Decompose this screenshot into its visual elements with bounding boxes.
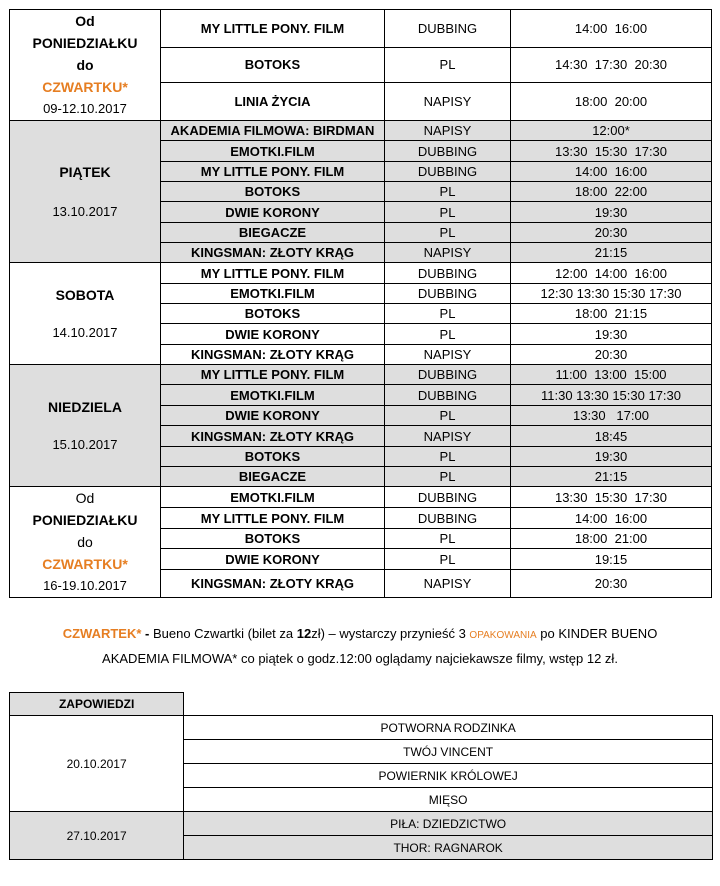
movie-title: EMOTKI.FILM: [161, 487, 385, 508]
movie-title: BOTOKS: [161, 182, 385, 202]
language-version: PL: [385, 304, 511, 324]
movie-title: BIEGACZE: [161, 467, 385, 487]
language-version: DUBBING: [385, 508, 511, 528]
language-version: DUBBING: [385, 487, 511, 508]
language-version: NAPISY: [385, 426, 511, 447]
day-label-line: 13.10.2017: [52, 203, 118, 219]
showtimes: 21:15: [511, 467, 712, 487]
showtimes: 21:15: [511, 243, 712, 263]
language-version: PL: [385, 182, 511, 202]
movie-title: MY LITTLE PONY. FILM: [161, 508, 385, 528]
movie-title: DWIE KORONY: [161, 406, 385, 426]
movie-title: LINIA ŻYCIA: [161, 82, 385, 120]
showtimes: 20:30: [511, 223, 712, 243]
upcoming-row: [10, 812, 713, 836]
movie-title: BOTOKS: [161, 304, 385, 324]
upcoming-header: ZAPOWIEDZI: [10, 693, 184, 716]
movie-title: BIEGACZE: [161, 223, 385, 243]
showtimes: 14:30 17:30 20:30: [511, 48, 712, 82]
movie-title: AKADEMIA FILMOWA: BIRDMAN: [161, 121, 385, 141]
showtimes: 14:00 16:00: [511, 508, 712, 528]
upcoming-title: POTWORNA RODZINKA: [184, 716, 713, 740]
showtimes: 12:00 14:00 16:00: [511, 263, 712, 284]
showtimes: 11:30 13:30 15:30 17:30: [511, 385, 712, 406]
day-label-line: NIEDZIELA: [48, 398, 122, 415]
upcoming-title: PIŁA: DZIEDZICTWO: [184, 812, 713, 836]
movie-title: BOTOKS: [161, 447, 385, 467]
day-label-line: SOBOTA: [55, 286, 115, 303]
movie-title: KINGSMAN: ZŁOTY KRĄG: [161, 570, 385, 598]
language-version: DUBBING: [385, 141, 511, 162]
language-version: PL: [385, 223, 511, 243]
day-cell: [10, 263, 161, 365]
movie-title: MY LITTLE PONY. FILM: [161, 263, 385, 284]
movie-title: EMOTKI.FILM: [161, 141, 385, 162]
showtimes: 18:45: [511, 426, 712, 447]
showtimes: 18:00 20:00: [511, 82, 712, 120]
day-label-line: PONIEDZIAŁKU: [32, 512, 138, 528]
showtimes: 19:30: [511, 202, 712, 223]
note-akademia-filmowa: AKADEMIA FILMOWA* co piątek o godz.12:00 oglądamy najciekawsze filmy, wstęp 12 zł.: [102, 651, 618, 666]
upcoming-date: 20.10.2017: [10, 716, 184, 812]
movie-title: MY LITTLE PONY. FILM: [161, 365, 385, 385]
language-version: DUBBING: [385, 385, 511, 406]
day-label-line: CZWARTKU*: [42, 79, 128, 95]
language-version: PL: [385, 202, 511, 223]
day-cell: [10, 121, 161, 263]
schedule-row: [10, 10, 712, 48]
showtimes: 13:30 15:30 17:30: [511, 141, 712, 162]
day-label-line: PONIEDZIAŁKU: [32, 35, 138, 51]
showtimes: 14:00 16:00: [511, 162, 712, 182]
upcoming-row: [10, 716, 713, 740]
upcoming-date: 27.10.2017: [10, 812, 184, 860]
day-label-line: 09-12.10.2017: [43, 101, 127, 116]
movie-title: DWIE KORONY: [161, 324, 385, 345]
day-label-line: CZWARTKU*: [42, 556, 128, 572]
movie-title: KINGSMAN: ZŁOTY KRĄG: [161, 426, 385, 447]
showtimes: 19:30: [511, 324, 712, 345]
showtimes: 13:30 15:30 17:30: [511, 487, 712, 508]
language-version: NAPISY: [385, 121, 511, 141]
language-version: PL: [385, 467, 511, 487]
movie-title: EMOTKI.FILM: [161, 284, 385, 304]
language-version: NAPISY: [385, 82, 511, 120]
showtimes: 18:00 21:15: [511, 304, 712, 324]
day-label-line: 15.10.2017: [52, 436, 118, 452]
language-version: DUBBING: [385, 284, 511, 304]
day-cell: [10, 10, 161, 121]
day-label-line: do: [77, 534, 93, 550]
showtimes: 13:30 17:00: [511, 406, 712, 426]
schedule-row: [10, 263, 712, 284]
note-bueno-czwartki: CZWARTEK* - Bueno Czwartki (bilet za 12zł) – wystarczy przynieść 3 OPAKOWANIA po KINDER BUENO: [62, 626, 658, 641]
language-version: NAPISY: [385, 243, 511, 263]
showtimes: 18:00 21:00: [511, 528, 712, 548]
movie-title: BOTOKS: [161, 48, 385, 82]
upcoming-title: THOR: RAGNAROK: [184, 836, 713, 860]
language-version: PL: [385, 447, 511, 467]
day-label-line: 16-19.10.2017: [43, 578, 127, 593]
day-label-line: 14.10.2017: [52, 324, 118, 340]
day-cell: [10, 487, 161, 598]
upcoming-title: POWIERNIK KRÓLOWEJ: [184, 764, 713, 788]
language-version: PL: [385, 528, 511, 548]
day-label-line: Od: [75, 490, 95, 506]
day-label-line: Od: [75, 13, 95, 29]
schedule-row: [10, 121, 712, 141]
language-version: PL: [385, 48, 511, 82]
showtimes: 18:00 22:00: [511, 182, 712, 202]
upcoming-title: TWÓJ VINCENT: [184, 740, 713, 764]
schedule-table: [9, 9, 712, 598]
note-czwartek-label: CZWARTEK*: [62, 626, 142, 641]
showtimes: 19:15: [511, 549, 712, 570]
language-version: NAPISY: [385, 570, 511, 598]
showtimes: 11:00 13:00 15:00: [511, 365, 712, 385]
showtimes: 19:30: [511, 447, 712, 467]
showtimes: 20:30: [511, 345, 712, 365]
language-version: DUBBING: [385, 263, 511, 284]
day-cell: [10, 365, 161, 487]
upcoming-title: MIĘSO: [184, 788, 713, 812]
movie-title: DWIE KORONY: [161, 549, 385, 570]
movie-title: DWIE KORONY: [161, 202, 385, 223]
schedule-row: [10, 487, 712, 508]
schedule-row: [10, 365, 712, 385]
language-version: DUBBING: [385, 162, 511, 182]
language-version: PL: [385, 324, 511, 345]
language-version: PL: [385, 549, 511, 570]
movie-title: KINGSMAN: ZŁOTY KRĄG: [161, 243, 385, 263]
upcoming-table: [9, 692, 713, 860]
language-version: NAPISY: [385, 345, 511, 365]
movie-title: KINGSMAN: ZŁOTY KRĄG: [161, 345, 385, 365]
day-label-line: PIĄTEK: [59, 163, 111, 180]
showtimes: 12:00*: [511, 121, 712, 141]
movie-title: BOTOKS: [161, 528, 385, 548]
language-version: DUBBING: [385, 365, 511, 385]
showtimes: 20:30: [511, 570, 712, 598]
movie-title: EMOTKI.FILM: [161, 385, 385, 406]
day-label-line: do: [76, 57, 94, 73]
showtimes: 12:30 13:30 15:30 17:30: [511, 284, 712, 304]
language-version: PL: [385, 406, 511, 426]
language-version: DUBBING: [385, 10, 511, 48]
showtimes: 14:00 16:00: [511, 10, 712, 48]
movie-title: MY LITTLE PONY. FILM: [161, 10, 385, 48]
movie-title: MY LITTLE PONY. FILM: [161, 162, 385, 182]
